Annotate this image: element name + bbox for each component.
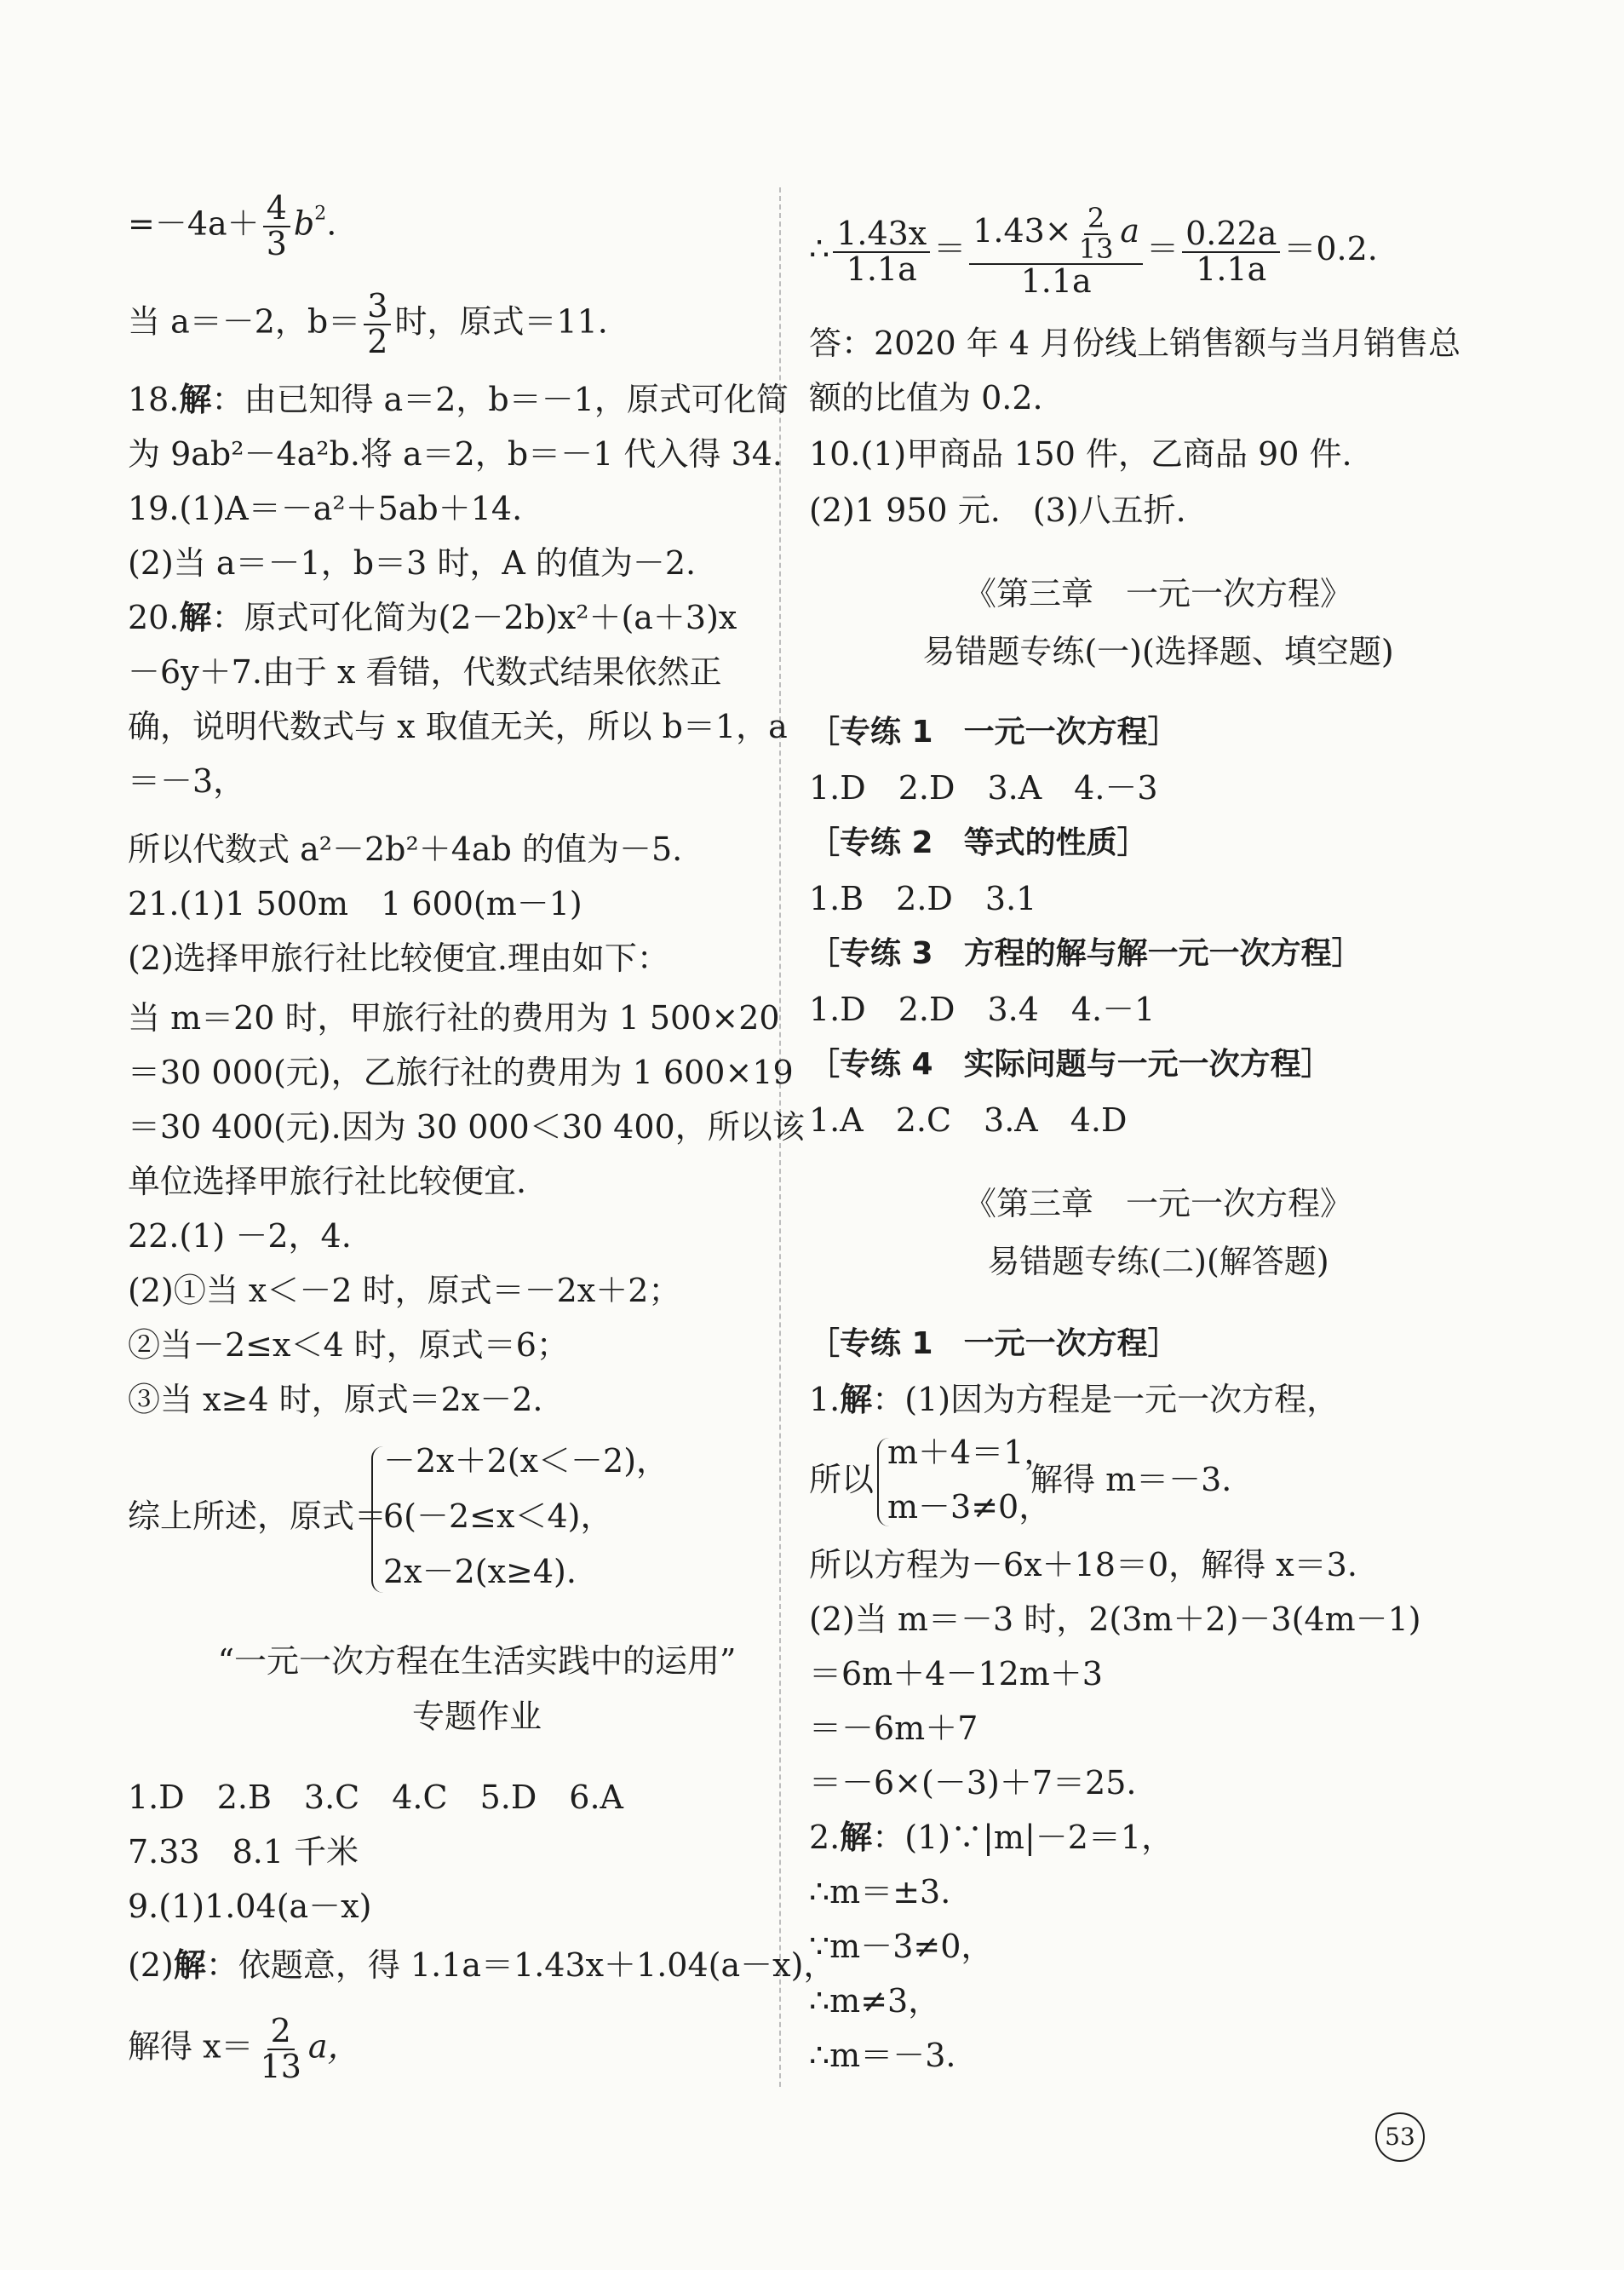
fraction bbox=[364, 287, 391, 360]
q20-line-c: 确，说明代数式与 x 取值无关，所以 b＝1，a bbox=[128, 708, 788, 745]
chapter-title-2: 《第三章 一元一次方程》 bbox=[963, 1185, 1352, 1222]
piecewise-case-3: 2x－2(x≥4). bbox=[383, 1553, 577, 1590]
text: ：由已知得 a＝2，b＝－1，原式可化简 bbox=[211, 381, 789, 418]
denominator: 1.1a bbox=[1020, 262, 1092, 301]
q18-line-a bbox=[128, 378, 789, 421]
q9-line-a: 9.(1)1.04(a－x) bbox=[128, 1888, 372, 1925]
q22-line-c: ②当－2≤x＜4 时，原式＝6； bbox=[128, 1326, 569, 1364]
text: ＝ bbox=[933, 230, 967, 268]
denominator: 13 bbox=[260, 2047, 301, 2085]
p2-line-e: ∴m＝－3. bbox=[809, 2037, 956, 2074]
text: ：(1)∵|m|－2＝1， bbox=[872, 1819, 1174, 1856]
q21-line-f: 单位选择甲旅行社比较便宜. bbox=[128, 1163, 527, 1200]
solution-label: 解 bbox=[840, 1818, 873, 1856]
q19-line-b: (2)当 a＝－1，b＝3 时，A 的值为－2. bbox=[128, 544, 697, 582]
numerator: 0.22a bbox=[1182, 217, 1280, 253]
p2-line-c: ∵m－3≠0， bbox=[809, 1928, 994, 1965]
p1-line-c: (2)当 m＝－3 时，2(3m＋2)－3(4m－1) bbox=[809, 1600, 1421, 1638]
p1-line-e: ＝－6m＋7 bbox=[809, 1710, 978, 1747]
q20-line-b: －6y＋7.由于 x 看错，代数式结果依然正 bbox=[128, 653, 722, 691]
text: (2) bbox=[128, 1946, 174, 1984]
fraction bbox=[1182, 214, 1280, 288]
fraction bbox=[263, 189, 290, 262]
chapter-subtitle-2: 易错题专练(二)(解答题) bbox=[987, 1243, 1329, 1280]
p1-line-b: 所以方程为－6x＋18＝0，解得 x＝3. bbox=[809, 1546, 1357, 1583]
q10-line-a: 10.(1)甲商品 150 件，乙商品 90 件. bbox=[809, 435, 1352, 473]
left-column bbox=[128, 0, 836, 2270]
numerator: 1.43x bbox=[833, 217, 930, 253]
topic-subtitle: 专题作业 bbox=[411, 1698, 542, 1735]
numerator: 2 bbox=[267, 2014, 295, 2050]
therefore-symbol: ∴ bbox=[809, 230, 830, 268]
q10-line-b: (2)1 950 元. (3)八五折. bbox=[809, 491, 1186, 529]
text: 解得 x＝ bbox=[128, 2027, 254, 2066]
piecewise-case-1: －2x＋2(x＜－2)， bbox=[383, 1442, 669, 1480]
practice-answers-4: 1.A 2.C 3.A 4.D bbox=[809, 1101, 1128, 1139]
solution-label: 解 bbox=[179, 380, 212, 418]
text: ＝ bbox=[1146, 230, 1179, 268]
text: b bbox=[293, 204, 315, 243]
numerator: 2 bbox=[1084, 204, 1108, 235]
practice-tag-3: ［专练 3 方程的解与解一元一次方程］ bbox=[809, 936, 1363, 971]
text: a， bbox=[307, 2027, 360, 2066]
p2-line-d: ∴m≠3， bbox=[809, 1982, 941, 2020]
question-number: 20. bbox=[128, 599, 180, 636]
q22-line-d: ③当 x≥4 时，原式＝2x－2. bbox=[128, 1381, 543, 1418]
numerator: 3 bbox=[364, 290, 391, 325]
text: =－4a＋ bbox=[128, 204, 260, 243]
q9-line-c bbox=[128, 2014, 360, 2084]
q20-line-d: ＝－3， bbox=[128, 762, 246, 800]
q18-line-b: 为 9ab²－4a²b.将 a＝2，b＝－1 代入得 34. bbox=[128, 435, 783, 473]
solution-label: 解 bbox=[173, 1945, 206, 1984]
chapter-title-1: 《第三章 一元一次方程》 bbox=[963, 575, 1352, 612]
text: 时，原式＝11. bbox=[394, 302, 608, 341]
text: a bbox=[1120, 212, 1140, 250]
practice-tag-2: ［专练 2 等式的性质］ bbox=[809, 825, 1148, 860]
q19-line-a: 19.(1)A＝－a²＋5ab＋14. bbox=[128, 490, 523, 527]
q20-line-e: 所以代数式 a²－2b²＋4ab 的值为－5. bbox=[128, 830, 683, 868]
system-eq-2: m－3≠0， bbox=[887, 1488, 1052, 1526]
text: 1.43× bbox=[973, 212, 1072, 250]
practice-tag-5: ［专练 1 一元一次方程］ bbox=[809, 1326, 1179, 1361]
p1-line-a bbox=[809, 1378, 1339, 1421]
practice-tag-1: ［专练 1 一元一次方程］ bbox=[809, 715, 1179, 750]
p2-line-a bbox=[809, 1816, 1174, 1859]
solution-label: 解 bbox=[179, 598, 212, 636]
left-line-2 bbox=[128, 287, 608, 360]
text: ：依题意，得 1.1a＝1.43x＋1.04(a－x)， bbox=[205, 1946, 836, 1984]
practice-tag-4: ［专练 4 实际问题与一元一次方程］ bbox=[809, 1047, 1332, 1082]
q21-line-d: ＝30 000(元)，乙旅行社的费用为 1 600×19 bbox=[128, 1054, 794, 1091]
text: ：(1)因为方程是一元一次方程， bbox=[872, 1381, 1340, 1418]
left-line-1 bbox=[128, 189, 337, 262]
topic-answers-b: 7.33 8.1 千米 bbox=[128, 1833, 359, 1871]
fraction bbox=[969, 204, 1143, 299]
question-number: 1. bbox=[809, 1381, 841, 1418]
p1-line-d: ＝6m＋4－12m＋3 bbox=[809, 1655, 1103, 1692]
question-number: 2. bbox=[809, 1819, 841, 1856]
p1-line-f: ＝－6×(－3)＋7＝25. bbox=[809, 1764, 1137, 1802]
q20-line-a bbox=[128, 596, 737, 639]
denominator: 1.1a bbox=[846, 250, 917, 288]
numerator: 4 bbox=[263, 192, 290, 227]
superscript: 2 bbox=[314, 203, 327, 225]
numerator bbox=[969, 204, 1143, 265]
system-lead: 所以 bbox=[809, 1461, 875, 1498]
piecewise-lead: 综上所述，原式＝ bbox=[128, 1497, 387, 1535]
text: . bbox=[326, 204, 337, 243]
answer-line-1: 答：2020 年 4 月份线上销售额与当月销售总 bbox=[809, 325, 1461, 362]
fraction bbox=[1076, 204, 1117, 263]
q22-line-a: 22.(1) －2，4. bbox=[128, 1217, 352, 1255]
denominator: 3 bbox=[266, 224, 287, 262]
text: ：原式可化简为(2－2b)x²＋(a＋3)x bbox=[211, 599, 737, 636]
chapter-subtitle-1: 易错题专练(一)(选择题、填空题) bbox=[922, 633, 1394, 670]
solution-label: 解 bbox=[840, 1380, 873, 1418]
right-column bbox=[809, 0, 1507, 2270]
question-number: 18. bbox=[128, 381, 180, 418]
answer-line-2: 额的比值为 0.2. bbox=[809, 379, 1043, 417]
practice-answers-2: 1.B 2.D 3.1 bbox=[809, 880, 1037, 917]
q21-line-c: 当 m＝20 时，甲旅行社的费用为 1 500×20 bbox=[128, 999, 780, 1037]
denominator: 13 bbox=[1078, 232, 1114, 265]
q21-line-b: (2)选择甲旅行社比较便宜.理由如下： bbox=[128, 940, 669, 977]
q9-line-b bbox=[128, 1944, 835, 1986]
text: 当 a＝－2，b＝ bbox=[128, 302, 361, 341]
q21-line-a: 21.(1)1 500m 1 600(m－1) bbox=[128, 885, 582, 922]
ratio-equation bbox=[809, 204, 1378, 299]
system-eq-1: m＋4＝1， bbox=[887, 1434, 1057, 1471]
piecewise-case-2: 6(－2≤x＜4)， bbox=[383, 1497, 613, 1535]
fraction bbox=[833, 214, 930, 288]
fraction bbox=[257, 2014, 305, 2084]
denominator: 2 bbox=[367, 322, 388, 360]
practice-answers-1: 1.D 2.D 3.A 4.－3 bbox=[809, 769, 1158, 807]
denominator: 1.1a bbox=[1196, 250, 1267, 288]
q21-line-e: ＝30 400(元).因为 30 000＜30 400，所以该 bbox=[128, 1108, 805, 1146]
practice-answers-3: 1.D 2.D 3.4 4.－1 bbox=[809, 991, 1156, 1028]
page-number: 53 bbox=[1375, 2112, 1425, 2162]
q22-line-b: (2)①当 x＜－2 时，原式＝－2x＋2； bbox=[128, 1272, 681, 1309]
p2-line-b: ∴m＝±3. bbox=[809, 1873, 951, 1911]
topic-answers-a: 1.D 2.B 3.C 4.C 5.D 6.A bbox=[128, 1779, 623, 1816]
text: ＝0.2. bbox=[1283, 230, 1378, 268]
topic-title: “一元一次方程在生活实践中的运用” bbox=[217, 1642, 737, 1680]
system-solution: 解得 m＝－3. bbox=[1030, 1461, 1232, 1498]
